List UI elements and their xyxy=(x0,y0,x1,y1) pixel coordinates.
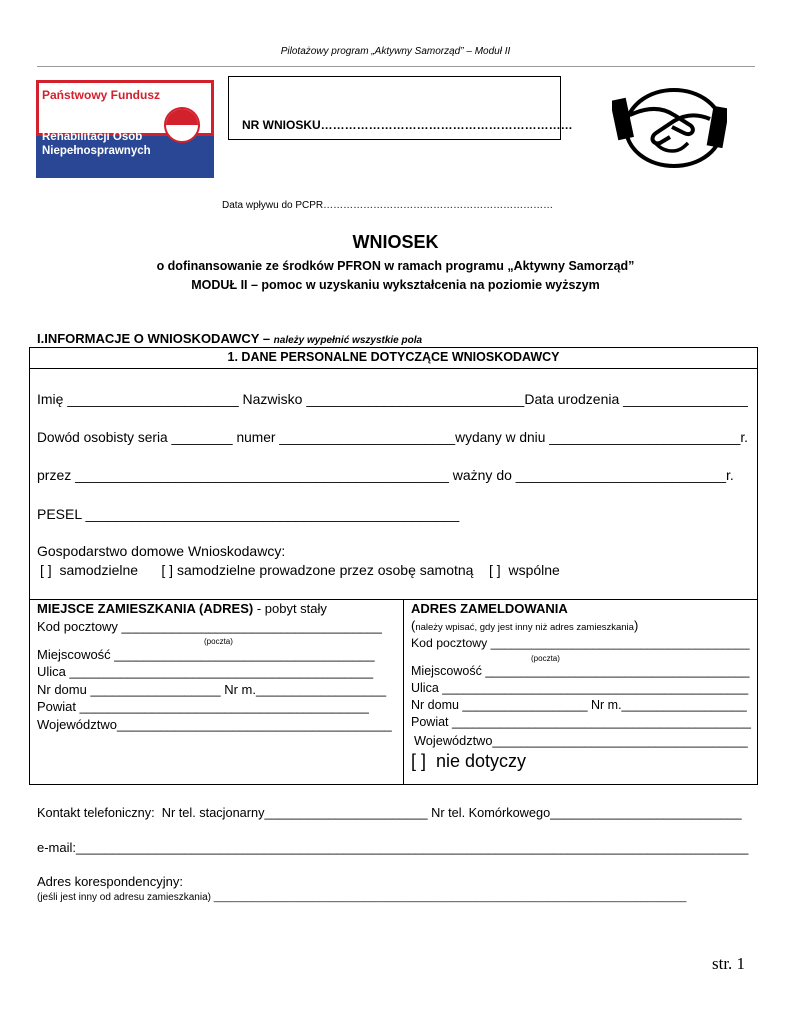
issuer-row[interactable]: przez ________________________________________________ ważny do ___________________________r. xyxy=(37,467,734,483)
household-options[interactable]: [ ] samodzielne [ ] samodzielne prowadzone przez osobę samotną [ ] wspólne xyxy=(40,562,560,578)
nr-wniosku-field[interactable]: NR WNIOSKU……………………………………………………… xyxy=(242,118,573,132)
document-title: WNIOSEK xyxy=(352,232,439,252)
logo-text-line3: Niepełnosprawnych xyxy=(42,145,151,157)
miejsce-heading-rest: - pobyt stały xyxy=(253,601,327,616)
logo-circle-icon xyxy=(164,107,200,143)
address-column-divider xyxy=(403,599,404,785)
miejsce-miejscowosc-field[interactable]: Miejscowość ____________________________________ xyxy=(37,647,375,662)
miejsce-wojewodztwo-field[interactable]: Województwo______________________________________ xyxy=(37,717,392,732)
address-divider xyxy=(29,599,758,600)
email-field[interactable]: e-mail:_____________________________________________________________________________________________ xyxy=(37,840,749,855)
miejsce-heading-bold: MIEJSCE ZAMIESZKANIA (ADRES) xyxy=(37,601,254,616)
zameldowanie-wojewodztwo-field[interactable]: Województwo____________________________________ xyxy=(414,733,748,748)
zameldowanie-nr-field[interactable]: Nr domu __________________ Nr m.__________________ xyxy=(411,698,747,712)
logo-text-lines xyxy=(42,130,151,158)
document-subtitle: o dofinansowanie ze środków PFRON w ramach programu „Aktywny Samorząd” xyxy=(156,259,635,273)
zameldowanie-powiat-field[interactable]: Powiat ___________________________________________ xyxy=(411,715,751,729)
zameldowanie-kod-field[interactable]: Kod pocztowy ______________________________________ xyxy=(411,636,750,650)
logo-text-line2: Rehabilitacji Osób xyxy=(42,131,143,143)
miejsce-powiat-field[interactable]: Powiat ________________________________________ xyxy=(37,699,369,714)
zameldowanie-note xyxy=(411,618,638,633)
korespondencja-field[interactable]: (jeśli jest inny od adresu zamieszkania) _____________________________________________________________________________________ xyxy=(37,892,687,903)
household-label: Gospodarstwo domowe Wnioskodawcy: xyxy=(37,543,286,559)
pfron-logo xyxy=(36,80,214,178)
contact-phone-row[interactable]: Kontakt telefoniczny: Nr tel. stacjonarny_______________________ Nr tel. Komórkowego___________________________ xyxy=(37,805,742,820)
miejsce-ulica-field[interactable]: Ulica __________________________________________ xyxy=(37,664,374,679)
miejsce-heading xyxy=(37,601,327,616)
pesel-row[interactable]: PESEL ________________________________________________ xyxy=(37,506,460,522)
data-wplywu-field[interactable]: Data wpływu do PCPR…………………………………………………………… xyxy=(222,200,554,211)
note-open-paren: ( xyxy=(411,618,416,633)
zameldowanie-note-text: należy wpisać, gdy jest inny niż adres zamieszkania xyxy=(415,622,634,633)
zameldowanie-miejscowosc-field[interactable]: Miejscowość ______________________________________ xyxy=(411,664,750,678)
page-header: Pilotażowy program „Aktywny Samorząd” – Moduł II xyxy=(280,46,511,57)
section-title: I.INFORMACJE O WNIOSKODAWCY – xyxy=(37,331,274,346)
miejsce-kod-field[interactable]: Kod pocztowy ____________________________________ xyxy=(37,619,382,634)
zameldowanie-ulica-field[interactable]: Ulica ____________________________________________ xyxy=(411,681,749,695)
dane-heading: 1. DANE PERSONALNE DOTYCZĄCE WNIOSKODAWCY xyxy=(29,347,758,369)
document-module: MODUŁ II – pomoc w uzyskaniu wykształcenia na poziomie wyższym xyxy=(191,278,600,292)
note-close-paren: ) xyxy=(633,618,639,633)
section-heading xyxy=(37,331,422,346)
name-row[interactable]: Imię ______________________ Nazwisko ____________________________Data urodzenia ________________ xyxy=(37,391,748,407)
korespondencja-label: Adres korespondencyjny: xyxy=(37,874,183,889)
section-note: należy wypełnić wszystkie pola xyxy=(273,335,423,346)
miejsce-nr-field[interactable]: Nr domu __________________ Nr m.__________________ xyxy=(37,682,387,697)
logo-text-line1: Państwowy Fundusz xyxy=(42,88,161,102)
zameldowanie-heading: ADRES ZAMELDOWANIA xyxy=(411,601,568,616)
header-rule xyxy=(37,66,755,67)
zameldowanie-poczta-hint: (poczta) xyxy=(531,654,560,663)
page-number: str. 1 xyxy=(712,954,746,973)
id-row[interactable]: Dowód osobisty seria ________ numer _______________________wydany w dniu _________________________r. xyxy=(37,430,749,445)
handshake-icon xyxy=(612,85,727,170)
nie-dotyczy-checkbox[interactable]: [ ] nie dotyczy xyxy=(411,751,527,771)
miejsce-poczta-hint: (poczta) xyxy=(204,637,233,646)
